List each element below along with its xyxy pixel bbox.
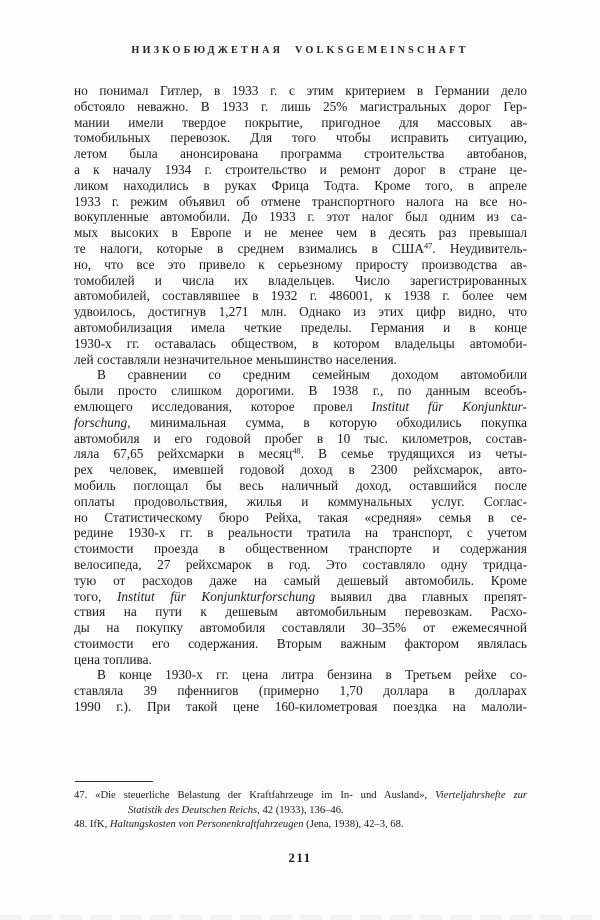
text-run: автомобилей, составлявшее в 1932 г. 486001, к 1938 г. более чем [74,288,527,304]
text-run: , 42 (1933), 136–46. [257,804,344,816]
footnote-ref: 48 [292,446,301,456]
italic-text: Haltungskosten von Personenkraftfahrzeugen [109,819,304,831]
body-line [74,320,527,336]
body-line [74,367,527,383]
body-line [74,209,527,225]
body-line [74,194,527,210]
body-line [74,667,527,683]
text-run: того, [74,588,117,604]
running-header: НИЗКОБЮДЖЕТНАЯ VOLKSGEMEINSCHAFT [131,45,469,56]
body-line [74,178,527,194]
text-run: ствия на пути к дешевым автомобильным перевозкам. Расхо- [74,604,527,620]
body-line [74,557,527,573]
text-run: ляла 67,65 рейхсмарки в месяц [74,446,293,462]
body-line [74,99,527,115]
text-run: но Статистическому бюро Рейха, такая «средняя» семья в се- [74,509,527,525]
text-run: стоимости проезда в общественном транспорте и содержания [74,541,527,557]
text-run: тую от расходов даже на самый дешевый автомобиль. Кроме [74,572,527,588]
text-run: емлющего исследования, которое провел [74,398,372,414]
text-run: удвоилось, достигнув 1,271 млн. Однако из этих цифр видно, что [74,304,527,320]
text-run: мании имели твердое покрытие, пригодное для массовых ав- [74,114,527,130]
text-run: цена топлива. [74,651,152,667]
body-line [74,273,527,289]
text-run: ставляла 39 пфеннигов (примерно 1,70 доллара в долларах [74,683,527,699]
body-line [74,288,527,304]
text-run: оплаты продовольствия, жилья и коммунальных услуг. Соглас- [74,493,527,509]
body-line [74,494,527,510]
italic-text: Institut für Konjunktur- [371,398,527,414]
body-line [74,304,527,320]
text-run: те налоги, которые в среднем взимались в США [74,240,424,256]
body-line [74,383,527,399]
text-run: рех человек, имевшей годовой доход в 2300 рейхсмарок, авто- [74,462,527,478]
text-run: но, что все это привело к серьезному приросту производства ав- [74,256,527,272]
footnote-line [74,818,527,833]
body-line [74,699,527,715]
body-line [74,257,527,273]
text-run: выявил два главных препят- [315,588,527,604]
text-run: мобиль поглощал бы весь наличный доход, оставшийся после [74,477,527,493]
body-line [74,115,527,131]
italic-text: Institut für Konjunkturforschung [116,588,316,604]
text-run: велосипеда, 27 рейхсмарок в год. Это составляло одну тридца- [74,556,527,572]
body-line [74,462,527,478]
text-run: а к началу 1934 г. строительство и ремонт дорог в стране це- [74,161,527,177]
footnotes [74,789,527,833]
text-run: 47. «Die steuerliche Belastung der Kraftfahrzeuge im In- und Ausland», [74,790,436,801]
italic-text: forschung, [74,414,131,430]
body-line [74,225,527,241]
text-run: томобильных перевозок. Для того чтобы исправить ситуацию, [74,130,527,146]
text-run: . В семье трудящихся из четы- [300,446,527,462]
footnote-line [74,804,527,819]
body-line [74,399,527,415]
text-run: но понимал Гитлер, в 1933 г. с этим критерием в Германии дело [74,83,527,98]
text-run: мых высоких в Европе и не менее чем в десять раз превышал [74,225,527,241]
text-run: . Неудивитель- [432,240,527,256]
body-line [74,83,527,99]
text-run: были просто слишком дорогими. В 1938 г., по данным всеобъ- [74,383,527,399]
body-line [74,510,527,526]
text-run: томобилей и числа их владельцев. Число зарегистрированных [74,272,527,288]
text-run: 1933 г. режим объявил об отмене транспортного налога на все но- [74,193,527,209]
body-line [74,162,527,178]
footnote-line [74,789,527,804]
body-line [74,636,527,652]
body-line [74,336,527,352]
body-line [74,352,527,368]
text-run: редине 1930-х гг. в реальности тратила на транспорт, с учетом [74,525,527,541]
text-run: летом была анонсирована программа строительства автобанов, [74,146,527,162]
italic-text: Statistik des Deutschen Reichs [128,804,258,816]
text-run: вокупленные автомобили. До 1933 г. этот налог был одним из са- [74,209,527,225]
footnote-separator-rule [75,781,153,782]
body-line [74,589,527,605]
body-line [74,130,527,146]
body-line [74,620,527,636]
body-text [74,83,527,715]
body-line [74,604,527,620]
text-run: ды на покупку автомобиля составляли 30–35% от ежемесячной [74,620,527,636]
body-line [74,415,527,431]
text-run: В конце 1930-х гг. цена литра бензина в Третьем рейхе со- [97,667,527,683]
body-line [74,683,527,699]
body-line [74,431,527,447]
text-run: 1990 г.). При такой цене 160-километровая поездка на малоли- [74,699,527,715]
body-line [74,541,527,557]
italic-text: Vierteljahrshefte zur [435,790,527,801]
text-run: автомобилизация имела четкие пределы. Германия и в конце [74,319,527,335]
text-run: 48. IfK, [74,819,110,831]
body-line [74,525,527,541]
text-run: (Jena, 1938), 42–3, 68. [303,819,404,831]
body-line [74,241,527,257]
text-run: лей составляли незначительное меньшинство населения. [74,351,397,367]
body-line [74,573,527,589]
text-run: обстояло неважно. В 1933 г. лишь 25% магистральных дорог Гер- [74,98,527,114]
scan-edge-artifact [0,915,600,920]
text-run: стоимости его содержания. Вторым важным фактором являлась [74,635,527,651]
footnote-ref: 47 [423,241,433,251]
text-run: ликом находились в руках Фрица Тодта. Кроме того, в апреле [74,177,527,193]
body-line [74,478,527,494]
body-line [74,146,527,162]
body-line [74,446,527,462]
body-line [74,652,527,668]
text-run: В сравнении со средним семейным доходом автомобили [97,367,527,383]
text-run: минимальная сумма, в которую обходились покупка [130,414,527,430]
text-run: автомобиля и его годовой пробег в 10 тыс. километров, состав- [74,430,527,446]
text-run: 1930-х гг. оставалась обществом, в котором владельцы автомоби- [74,335,527,351]
page-number: 211 [288,850,312,865]
